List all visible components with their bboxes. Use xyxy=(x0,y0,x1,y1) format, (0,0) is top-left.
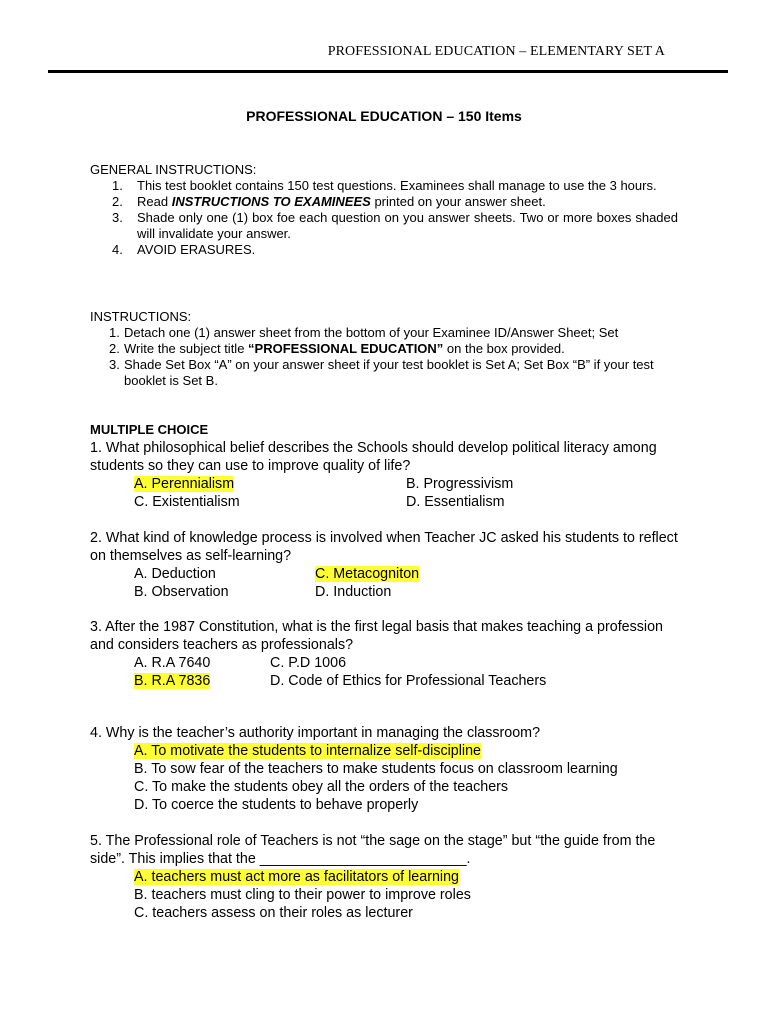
item-text-emphasis: INSTRUCTIONS TO EXAMINEES xyxy=(171,194,371,209)
instructions-list xyxy=(90,325,678,389)
general-instructions-list xyxy=(90,178,678,258)
item-text-post: on the box provided. xyxy=(443,341,565,356)
item-text-pre: Write the subject title xyxy=(124,341,249,356)
list-item xyxy=(90,325,678,341)
item-text: Detach one (1) answer sheet from the bottom of your Examinee ID/Answer Sheet; Set xyxy=(124,325,619,340)
header-title: PROFESSIONAL EDUCATION – ELEMENTARY SET A xyxy=(327,44,665,59)
list-item xyxy=(90,210,678,242)
question-stem: 3. After the 1987 Constitution, what is the first legal basis that makes teaching a profession and considers teachers as professionals? xyxy=(90,619,663,653)
header-rule xyxy=(48,70,728,73)
answer-option: A. Perennialism xyxy=(134,476,235,492)
answer-option: C. teachers assess on their roles as lecturer xyxy=(134,905,413,921)
item-number: 1. xyxy=(109,325,120,340)
item-number: 1. xyxy=(112,178,123,193)
item-text-post: printed on your answer sheet. xyxy=(370,194,546,209)
answer-option: B. R.A 7836 xyxy=(134,673,211,689)
question-stem: 1. What philosophical belief describes the Schools should develop political literacy among students so they can use to improve quality of life? xyxy=(90,440,657,474)
list-item xyxy=(90,357,678,389)
item-text xyxy=(137,194,678,210)
multiple-choice-heading: MULTIPLE CHOICE xyxy=(90,422,209,437)
answer-option: A. teachers must act more as facilitators of learning xyxy=(134,869,459,885)
answer-option: B. Progressivism xyxy=(406,476,514,492)
item-number: 2. xyxy=(112,194,123,209)
answer-option: C. Existentialism xyxy=(134,494,240,510)
item-text xyxy=(124,341,678,357)
answer-option: A. Deduction xyxy=(134,566,216,582)
question-4 xyxy=(90,724,680,814)
page-title: PROFESSIONAL EDUCATION – 150 Items xyxy=(246,108,522,124)
question-stem: 5. The Professional role of Teachers is not “the sage on the stage” but “the guide from the side”. This implies that the __________________________. xyxy=(90,833,656,867)
list-item xyxy=(90,242,678,258)
item-text-pre: Read xyxy=(137,194,172,209)
answer-option: D. Induction xyxy=(315,584,392,600)
answer-option: C. To make the students obey all the orders of the teachers xyxy=(134,779,509,795)
answer-options xyxy=(134,475,680,511)
answer-options xyxy=(134,654,680,690)
question-stem: 2. What kind of knowledge process is involved when Teacher JC asked his students to reflect on themselves as self-learning? xyxy=(90,530,678,564)
answer-option: A. To motivate the students to internalize self-discipline xyxy=(134,743,482,759)
instructions-heading: INSTRUCTIONS: xyxy=(90,309,192,324)
item-text: AVOID ERASURES. xyxy=(137,242,256,257)
question-2 xyxy=(90,529,680,601)
answer-option: C. Metacogniton xyxy=(315,566,420,582)
question-3 xyxy=(90,618,680,690)
answer-options xyxy=(134,868,680,922)
answer-option: C. P.D 1006 xyxy=(270,655,347,671)
answer-options xyxy=(134,742,680,814)
item-number: 3. xyxy=(112,210,123,225)
item-text: Shade Set Box “A” on your answer sheet if your test booklet is Set A; Set Box “B” if your test booklet is Set B. xyxy=(124,357,654,388)
item-text-emphasis: “PROFESSIONAL EDUCATION” xyxy=(248,341,444,356)
answer-option: D. To coerce the students to behave properly xyxy=(134,797,419,813)
answer-options xyxy=(134,565,680,601)
answer-option: D. Code of Ethics for Professional Teachers xyxy=(270,673,547,689)
answer-option: D. Essentialism xyxy=(406,494,505,510)
list-item xyxy=(90,341,678,357)
answer-option: B. Observation xyxy=(134,584,229,600)
item-number: 3. xyxy=(109,357,120,372)
item-text: Shade only one (1) box foe each question on you answer sheets. Two or more boxes shaded will invalidate your answer. xyxy=(137,210,678,241)
list-item xyxy=(90,194,678,210)
question-stem: 4. Why is the teacher’s authority important in managing the classroom? xyxy=(90,725,541,741)
question-5 xyxy=(90,832,680,922)
item-text: This test booklet contains 150 test questions. Examinees shall manage to use the 3 hours. xyxy=(137,178,657,193)
answer-option: B. To sow fear of the teachers to make students focus on classroom learning xyxy=(134,761,618,777)
answer-option: A. R.A 7640 xyxy=(134,655,211,671)
item-number: 2. xyxy=(109,341,120,356)
answer-option: B. teachers must cling to their power to improve roles xyxy=(134,887,471,903)
question-1 xyxy=(90,439,680,511)
item-number: 4. xyxy=(112,242,123,257)
general-instructions-heading: GENERAL INSTRUCTIONS: xyxy=(90,162,257,177)
list-item xyxy=(90,178,678,194)
